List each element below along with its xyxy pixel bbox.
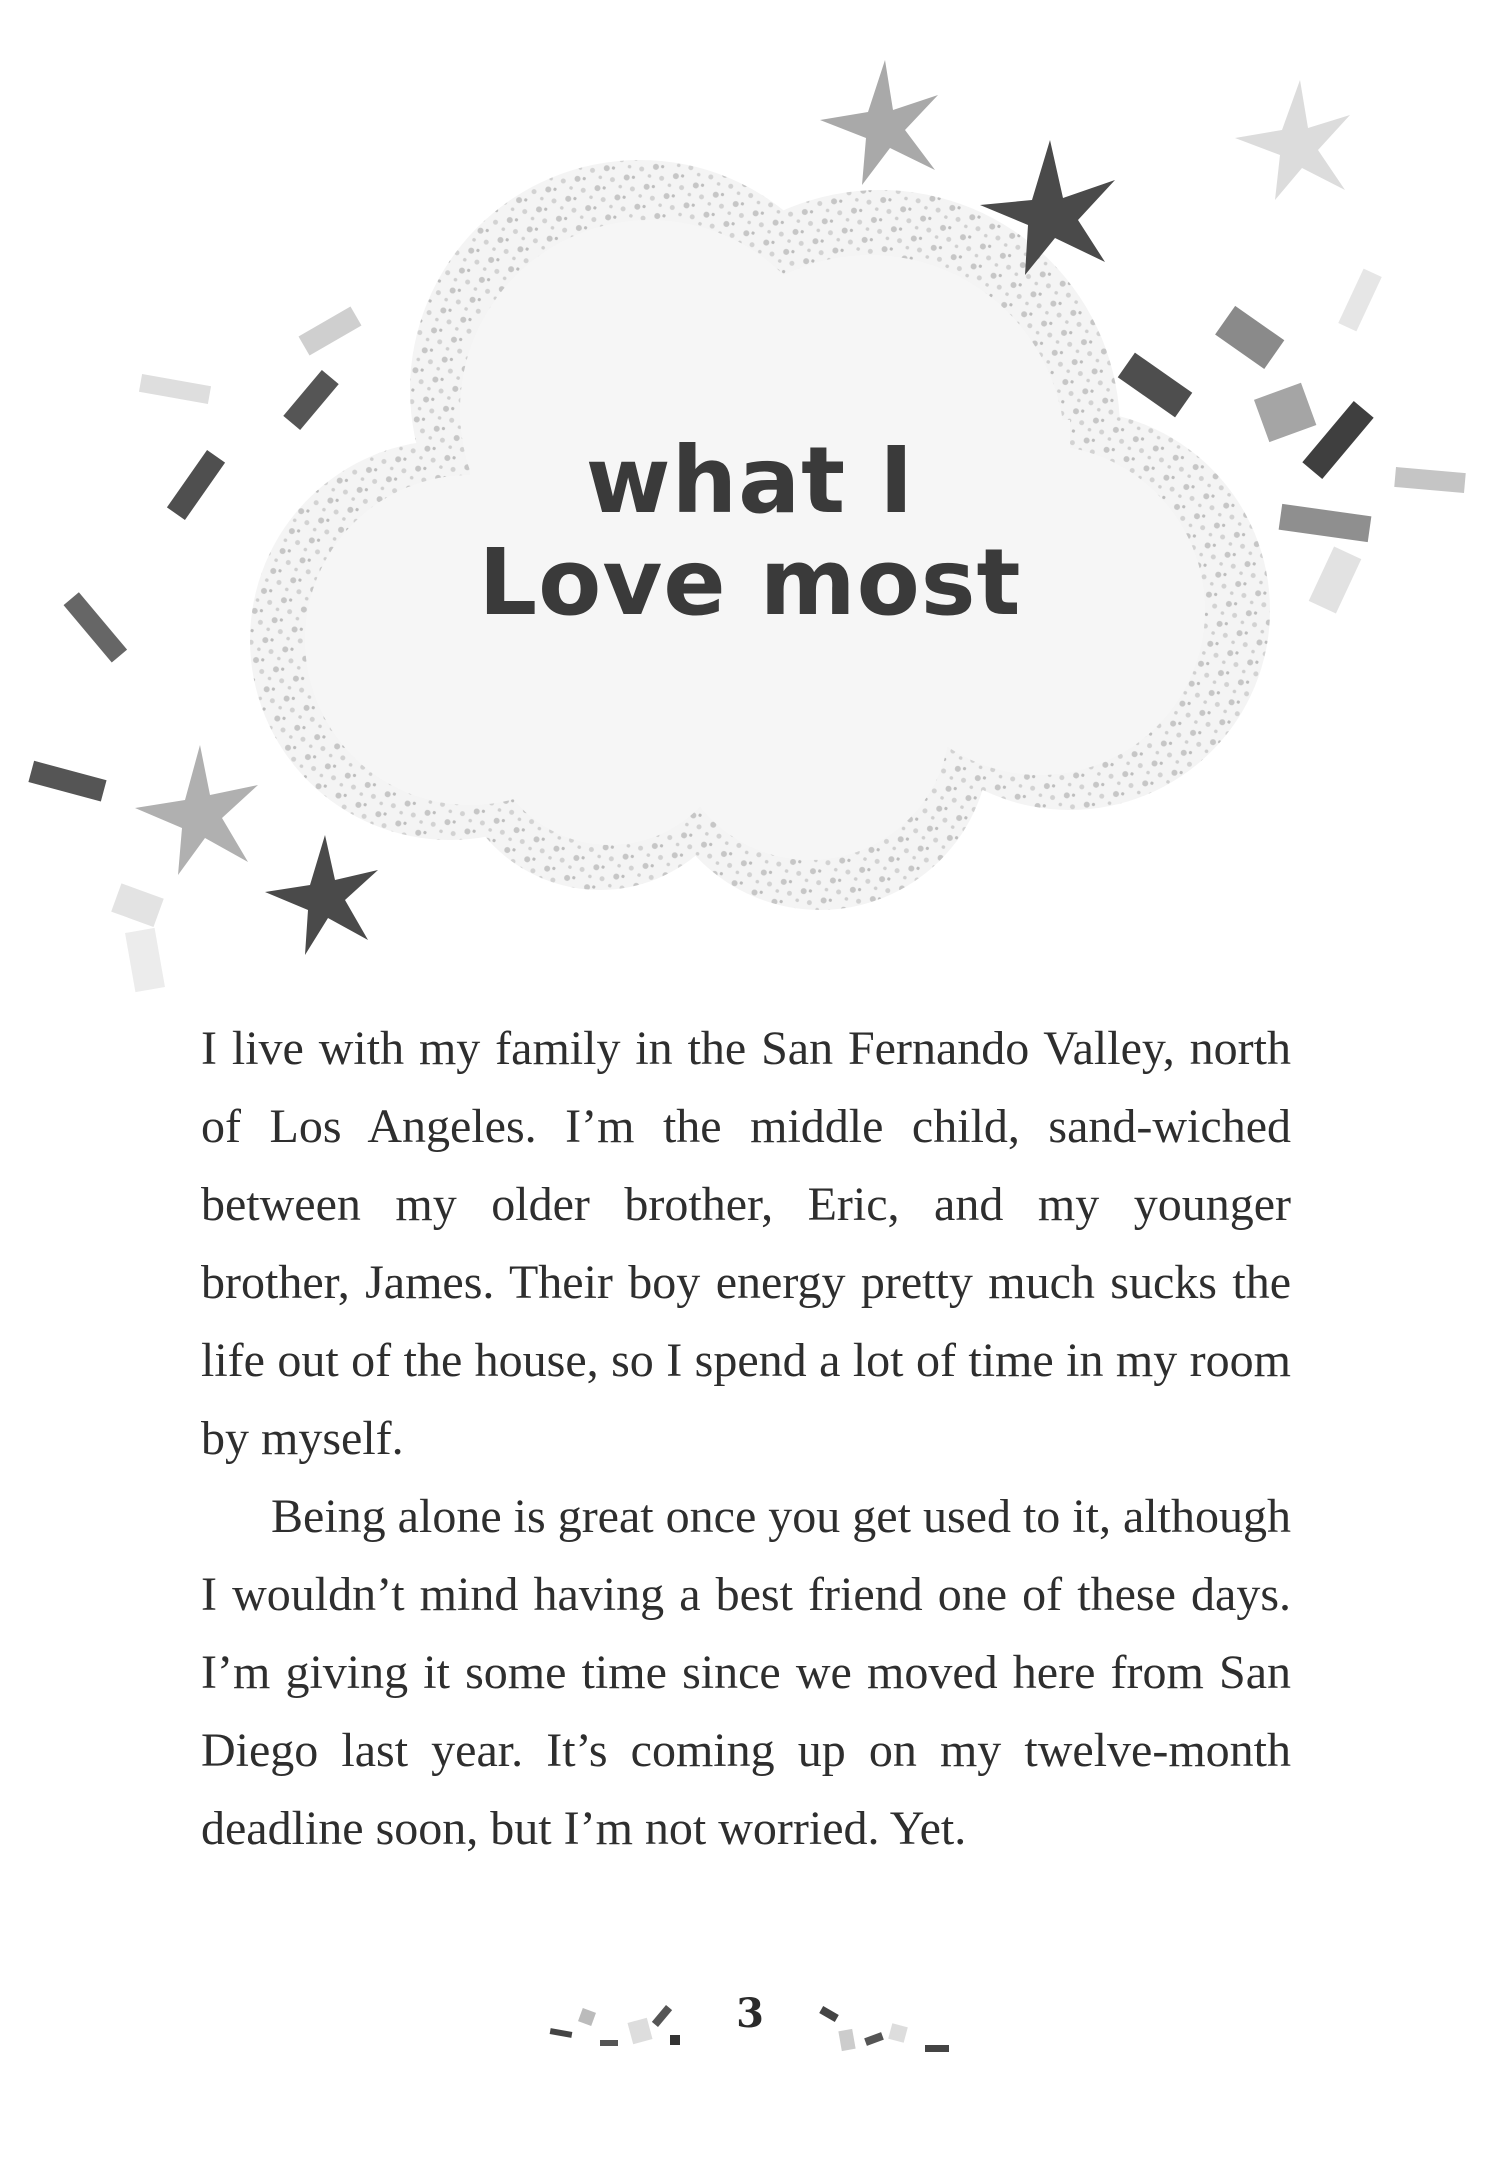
paragraph: Being alone is great once you get used to it, although I wouldn’t mind having a best friend one of these days. I’m giving it some time since we moved here from San Diego last year. It’s coming up on my twelve-month deadline soon, but I’m not worried. Yet. xyxy=(201,1490,1291,1855)
paragraph: I live with my family in the San Fernando Valley, north of Los Angeles. I’m the middle child, sand-wiched between my older brother, Eric, and my younger brother, James. Their boy energy pretty much sucks the life out of the house, so I spend a lot of time in my room by myself. xyxy=(201,1022,1291,1465)
chapter-title xyxy=(300,427,1200,636)
page-number: 3 xyxy=(736,1990,764,2037)
body-text xyxy=(201,1010,1291,1868)
light-star-icon xyxy=(820,60,938,185)
chapter-title-line-2: Love most xyxy=(478,529,1022,636)
light-star-icon xyxy=(135,745,258,875)
chapter-title-line-1: what I xyxy=(585,427,915,534)
light-star-icon xyxy=(1235,80,1350,200)
dark-star-icon xyxy=(265,835,378,955)
